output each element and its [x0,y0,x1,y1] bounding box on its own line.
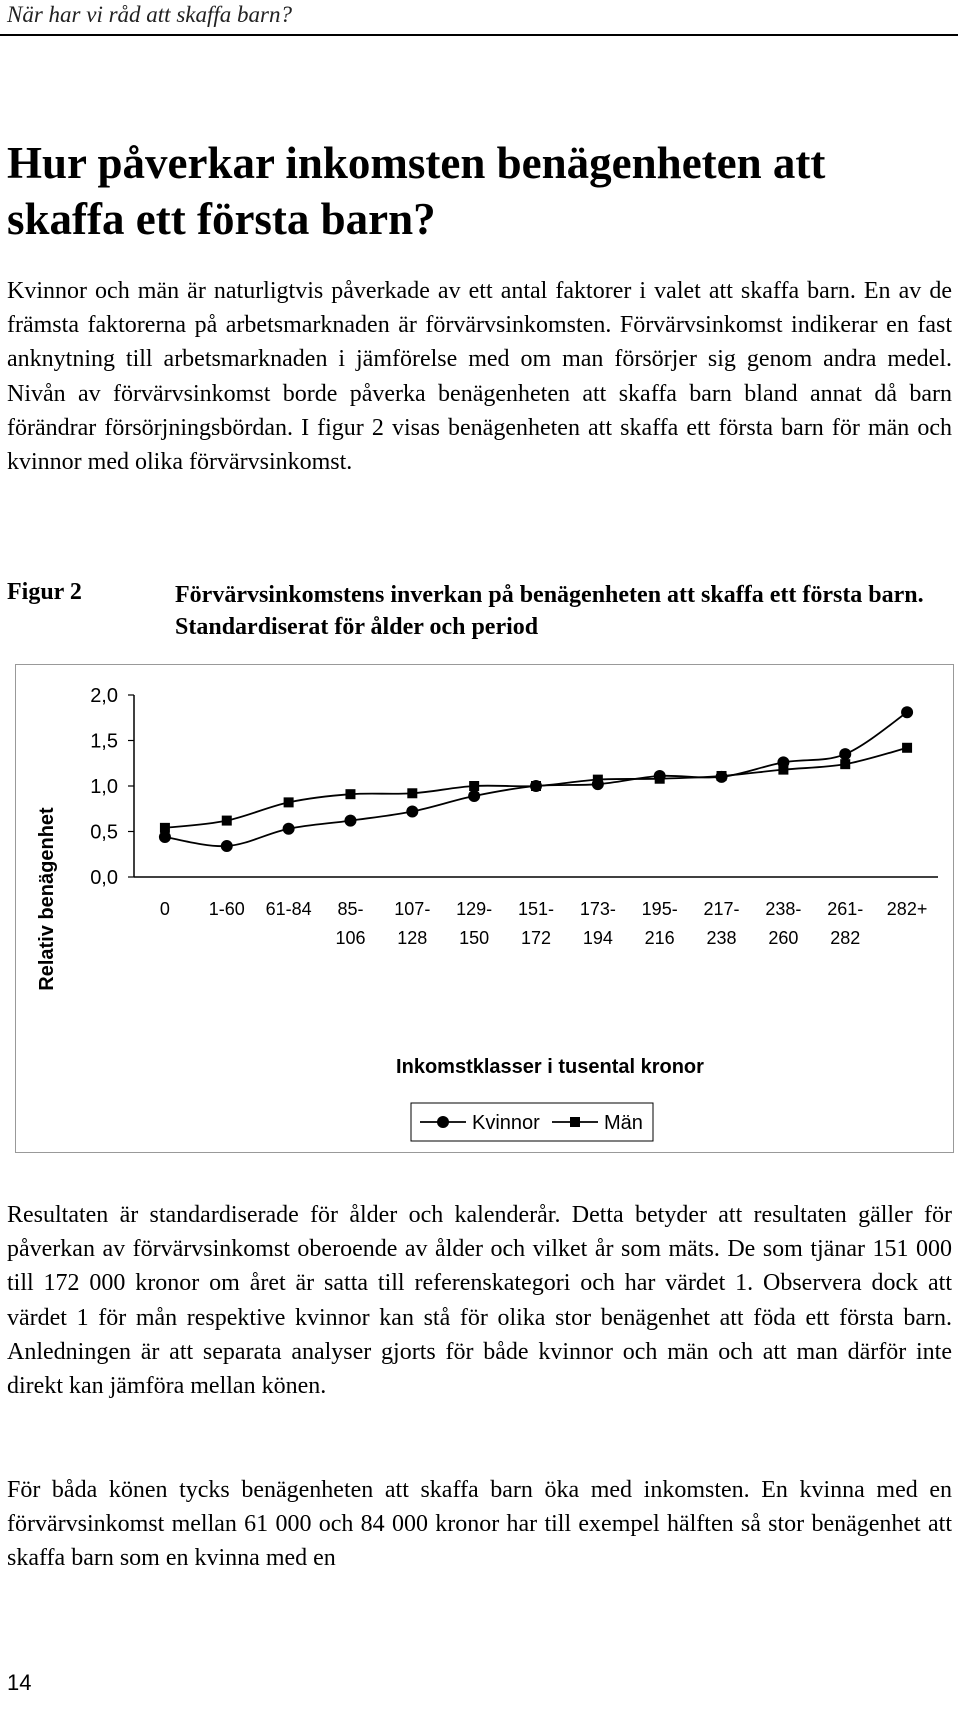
data-point-man [902,743,912,753]
data-point-man [222,816,232,826]
x-tick-label: 151-172 [517,899,555,948]
y-tick-label: 0,0 [90,867,118,889]
y-tick-label: 2,0 [90,685,118,707]
x-tick-label: 0 [159,899,170,919]
paragraph-results: Resultaten är standardiserade för ålder och kalenderår. Detta betyder att resultaten gäller för påverkan av förvärvsinkomst oberoende av ålder och vilket år som mäts. De som tjänar 151 000 till 172 000 kronor om året är satta till referenskategori och har värdet 1. Observera dock att värdet 1 för mån respektive kvinnor kan stå för olika stor benägenhet att föda ett första barn. Anledningen är att separata analyser gjorts för både kvinnor och män och att man därför inte direkt kan jämföra mellan könen. [7,1202,952,1400]
legend-marker-man [570,1117,580,1127]
legend-label-man: Män [604,1112,643,1134]
data-point-man [160,823,170,833]
data-point-kvinnor [344,815,356,827]
legend-label-kvinnor: Kvinnor [472,1112,540,1134]
data-point-man [469,781,479,791]
data-point-kvinnor [468,790,480,802]
chart-legend [411,1103,653,1141]
x-tick-label: 195-216 [641,899,678,948]
data-point-man [531,781,541,791]
x-tick-label: 217-238 [703,899,740,948]
y-axis-label: Relativ benägenhet [36,807,58,991]
data-point-man [840,759,850,769]
page-number: 14 [7,1670,32,1695]
page-title: Hur påverkar inkomsten benägenheten att skaffa ett första barn? [7,138,826,244]
x-tick-label: 85-106 [335,899,366,948]
figure-caption: Förvärvsinkomstens inverkan på benägenheten att skaffa ett första barn. Standardiserat för ålder och period [175,582,924,640]
data-point-kvinnor [901,706,913,718]
data-point-man [284,797,294,807]
data-point-man [655,774,665,784]
x-tick-label: 129-150 [456,899,493,948]
x-tick-label: 1-60 [208,899,245,919]
paragraph-intro: Kvinnor och män är naturligtvis påverkade av ett antal faktorer i valet att skaffa barn. En av de främsta faktorerna på arbetsmarknaden är förvärvsinkomsten. Förvärvsinkomst indikerar en fast anknytning till arbetsmarknaden i jämförelse med om man försörjer sig genom andra medel. Nivån av förvärvsinkomst borde påverka benägenheten att skaffa barn bland annat då barn förändrar försörjningsbördan. I figur 2 visas benägenheten att skaffa ett första barn för män och kvinnor med olika förvärvsinkomst. [7,278,952,476]
y-tick-labels [90,685,134,889]
header-rule [0,34,958,36]
figure-number: Figur 2 [7,579,82,605]
x-tick-label: 107-128 [394,899,431,948]
chart-frame [15,664,954,1153]
data-point-man [407,788,417,798]
x-tick-label: 61-84 [265,899,312,919]
income-fertility-chart [16,665,953,1152]
x-tick-labels [160,899,927,948]
x-axis-label: Inkomstklasser i tusental kronor [396,1056,704,1078]
x-tick-label: 282+ [886,899,928,919]
data-point-man [593,775,603,785]
data-point-kvinnor [283,823,295,835]
y-tick-label: 1,5 [90,730,118,753]
y-tick-label: 1,0 [90,776,118,798]
series-line-kvinnor [165,712,907,846]
data-point-man [778,765,788,775]
data-point-man [717,771,727,781]
data-point-kvinnor [221,840,233,852]
x-tick-label: 238-260 [765,899,802,948]
data-point-kvinnor [406,805,418,817]
legend-marker-kvinnor [437,1116,449,1128]
running-header: När har vi råd att skaffa barn? [7,2,292,27]
data-point-man [345,789,355,799]
x-tick-label: 261-282 [827,899,864,948]
chart-series [159,706,913,852]
x-tick-label: 173-194 [579,899,616,948]
data-point-kvinnor [839,748,851,760]
y-tick-label: 0,5 [90,821,118,844]
paragraph-conclusion: För båda könen tycks benägenheten att skaffa barn öka med inkomsten. En kvinna med en förvärvsinkomst mellan 61 000 och 84 000 kronor har till exempel hälften så stor benägenhet att skaffa barn som en kvinna med en [7,1477,952,1572]
